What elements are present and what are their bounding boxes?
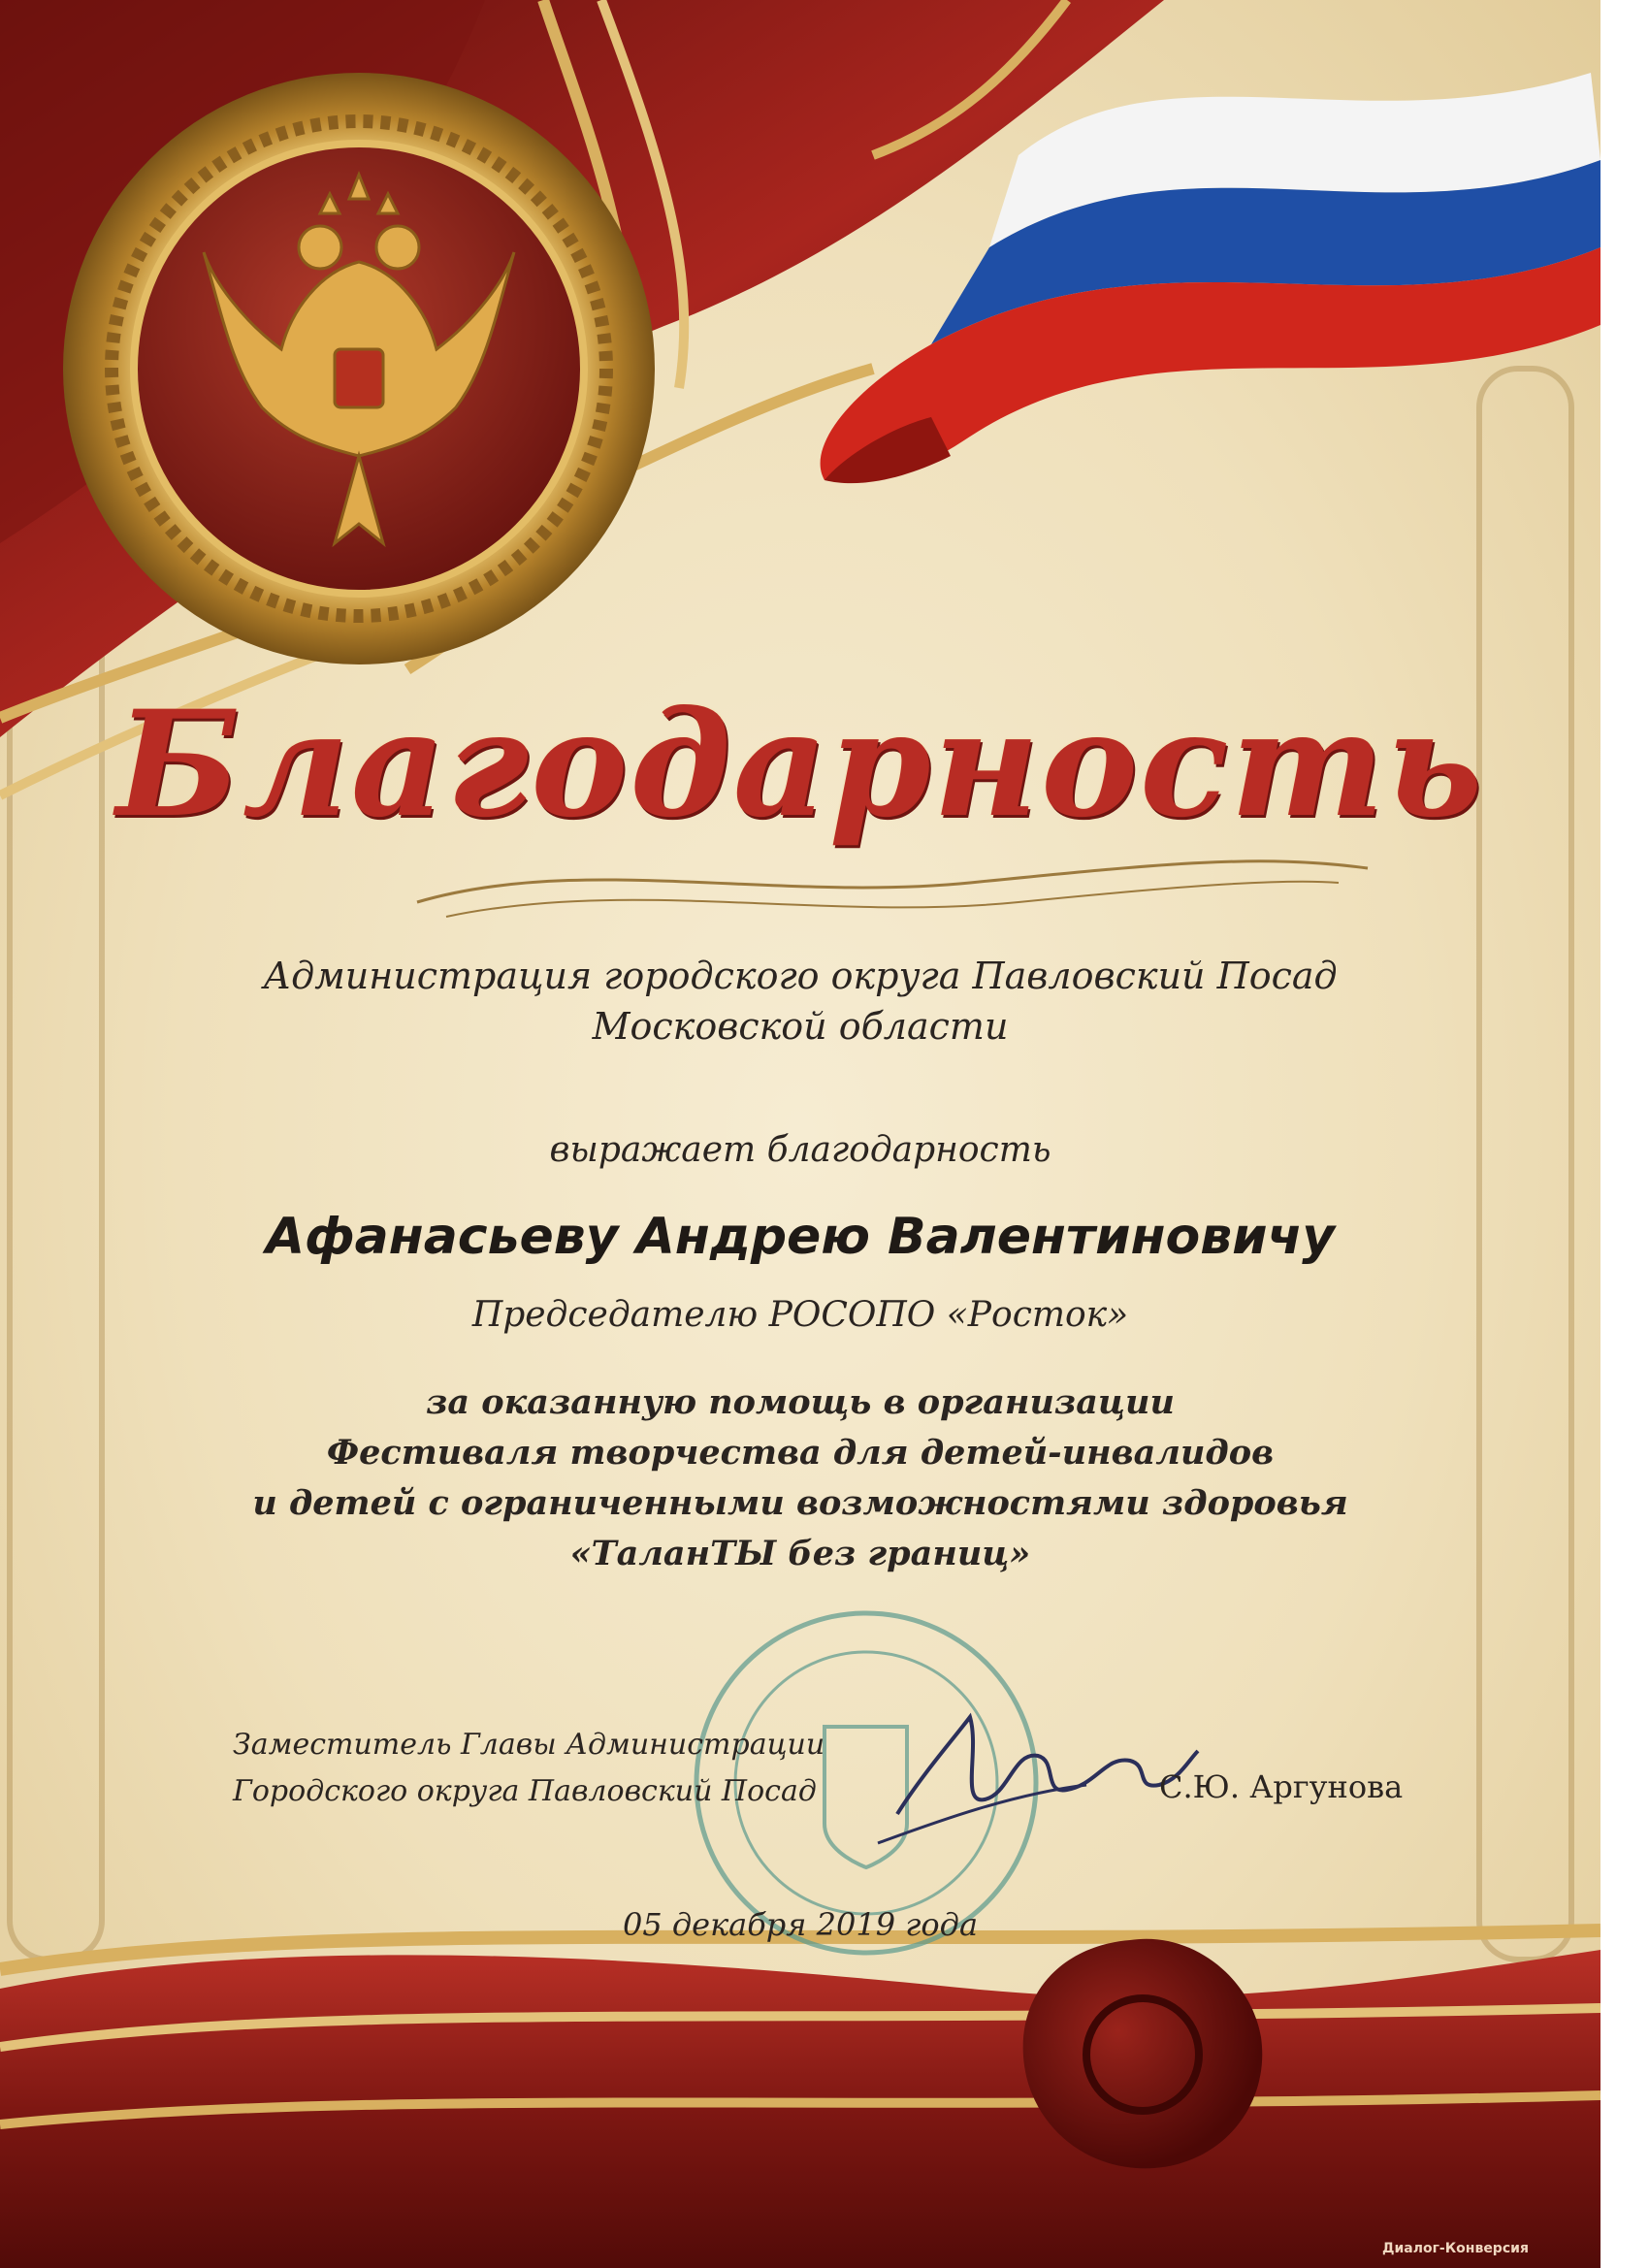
recipient-position: Председателю РОСОПО «Росток» [471, 1295, 1129, 1335]
signer-title-line-2: Городского округа Павловский Посад [233, 1774, 817, 1808]
signer-title-line-1: Заместитель Главы Администрации [233, 1728, 825, 1762]
expresses-gratitude: выражает благодарность [549, 1130, 1051, 1170]
signer-name: С.Ю. Аргунова [1159, 1768, 1404, 1805]
reason-line-3: и детей с ограниченными возможностями здоровья [252, 1483, 1348, 1523]
issue-date: 05 декабря 2019 года [622, 1906, 979, 1943]
signer-title [233, 1722, 824, 1815]
coat-of-arms-medallion-icon [63, 73, 655, 664]
reason-line-1: за оказанную помощь в организации [426, 1382, 1175, 1422]
certificate-title: Благодарность [115, 679, 1485, 850]
reason [0, 1377, 1600, 1579]
reason-line-4: «ТаланТЫ без границ» [569, 1534, 1031, 1573]
reason-line-2: Фестиваля творчества для детей-инвалидов [326, 1433, 1275, 1473]
issuer-line-1: Администрация городского округа Павловский Посад [263, 955, 1338, 997]
issuer-line-2: Московской области [592, 1005, 1009, 1048]
publisher-mark: Диалог-Конверсия [1382, 2241, 1529, 2256]
issuer [0, 951, 1600, 1052]
recipient-name: Афанасьеву Андрею Валентиновичу [265, 1208, 1336, 1266]
